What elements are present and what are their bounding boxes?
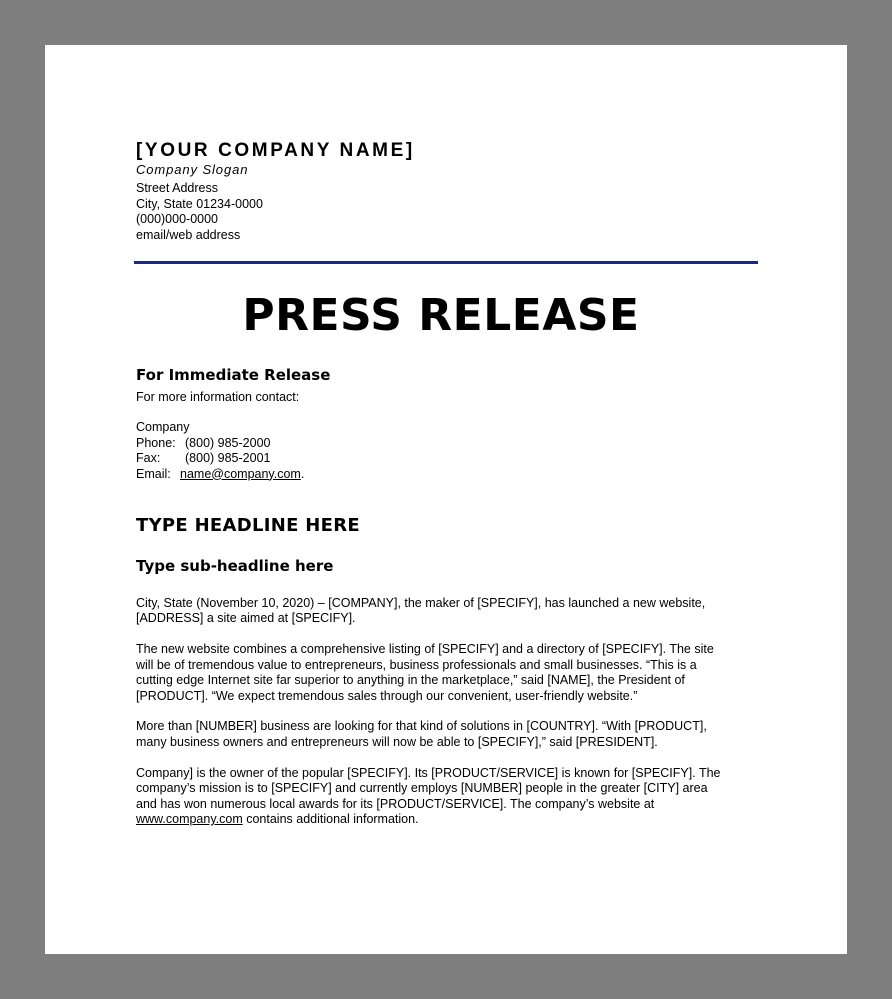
paragraph (136, 642, 766, 704)
body-line: The new website combines a comprehensive listing of [SPECIFY] and a directory of [SPECIFY]. The site (136, 642, 714, 657)
body-text (136, 596, 766, 843)
phone-label: Phone: (136, 435, 176, 450)
body-line: City, State (November 10, 2020) – [COMPANY], the maker of [SPECIFY], has launched a new website, (136, 596, 706, 610)
release-heading: For Immediate Release (136, 366, 331, 384)
contact-fax (136, 451, 304, 467)
body-line: and has won numerous local awards for its [PRODUCT/SERVICE]. The company’s website at (136, 796, 655, 811)
fax-value: (800) 985-2001 (185, 451, 271, 465)
document-page (45, 45, 847, 954)
contact-email (136, 467, 304, 483)
email-suffix: . (300, 466, 305, 481)
body-line (136, 812, 766, 827)
address-line: (000)000-0000 (136, 212, 219, 226)
body-line-tail: contains additional information. (242, 811, 419, 826)
page-title: PRESS RELEASE (242, 290, 640, 341)
paragraph (136, 766, 766, 828)
body-line: More than [NUMBER] business are looking for that kind of solutions in [COUNTRY]. “With [PRODUCT], (136, 719, 707, 734)
address-line: email/web address (136, 227, 241, 242)
header-divider (134, 261, 758, 264)
website-link[interactable]: www.company.com (136, 811, 243, 826)
email-link[interactable]: name@company.com (180, 466, 301, 481)
address-line: City, State 01234-0000 (136, 196, 263, 211)
company-address (136, 181, 263, 243)
body-line: Company] is the owner of the popular [SPECIFY]. Its [PRODUCT/SERVICE] is known for [SPECIFY]. The (136, 765, 721, 780)
body-line: [PRODUCT]. “We expect tremendous sales through our convenient, user-friendly website.” (136, 688, 638, 703)
contact-company: Company (136, 420, 190, 434)
phone-value: (800) 985-2000 (185, 435, 271, 450)
contact-intro: For more information contact: (136, 390, 300, 404)
body-line: company’s mission is to [SPECIFY] and currently employs [NUMBER] people in the greater [CITY] area (136, 781, 708, 796)
contact-block (136, 420, 304, 482)
address-line: Street Address (136, 181, 218, 195)
body-line: cutting edge Internet site far superior to anything in the marketplace,” said [NAME], the President of (136, 673, 685, 688)
fax-label: Fax: (136, 451, 161, 465)
paragraph (136, 596, 766, 627)
headline: TYPE HEADLINE HERE (136, 515, 361, 536)
body-line: will be of tremendous value to entrepreneurs, business professionals and small businesses. “This is a (136, 657, 697, 672)
company-slogan: Company Slogan (136, 162, 249, 177)
contact-phone (136, 436, 304, 452)
company-name: [YOUR COMPANY NAME] (136, 140, 415, 161)
email-label: Email: (136, 466, 171, 481)
paragraph (136, 719, 766, 750)
body-line: [ADDRESS] a site aimed at [SPECIFY]. (136, 611, 356, 626)
body-line: many business owners and entrepreneurs will now be able to [SPECIFY],” said [PRESIDENT]. (136, 734, 658, 749)
subheadline: Type sub-headline here (136, 557, 334, 575)
